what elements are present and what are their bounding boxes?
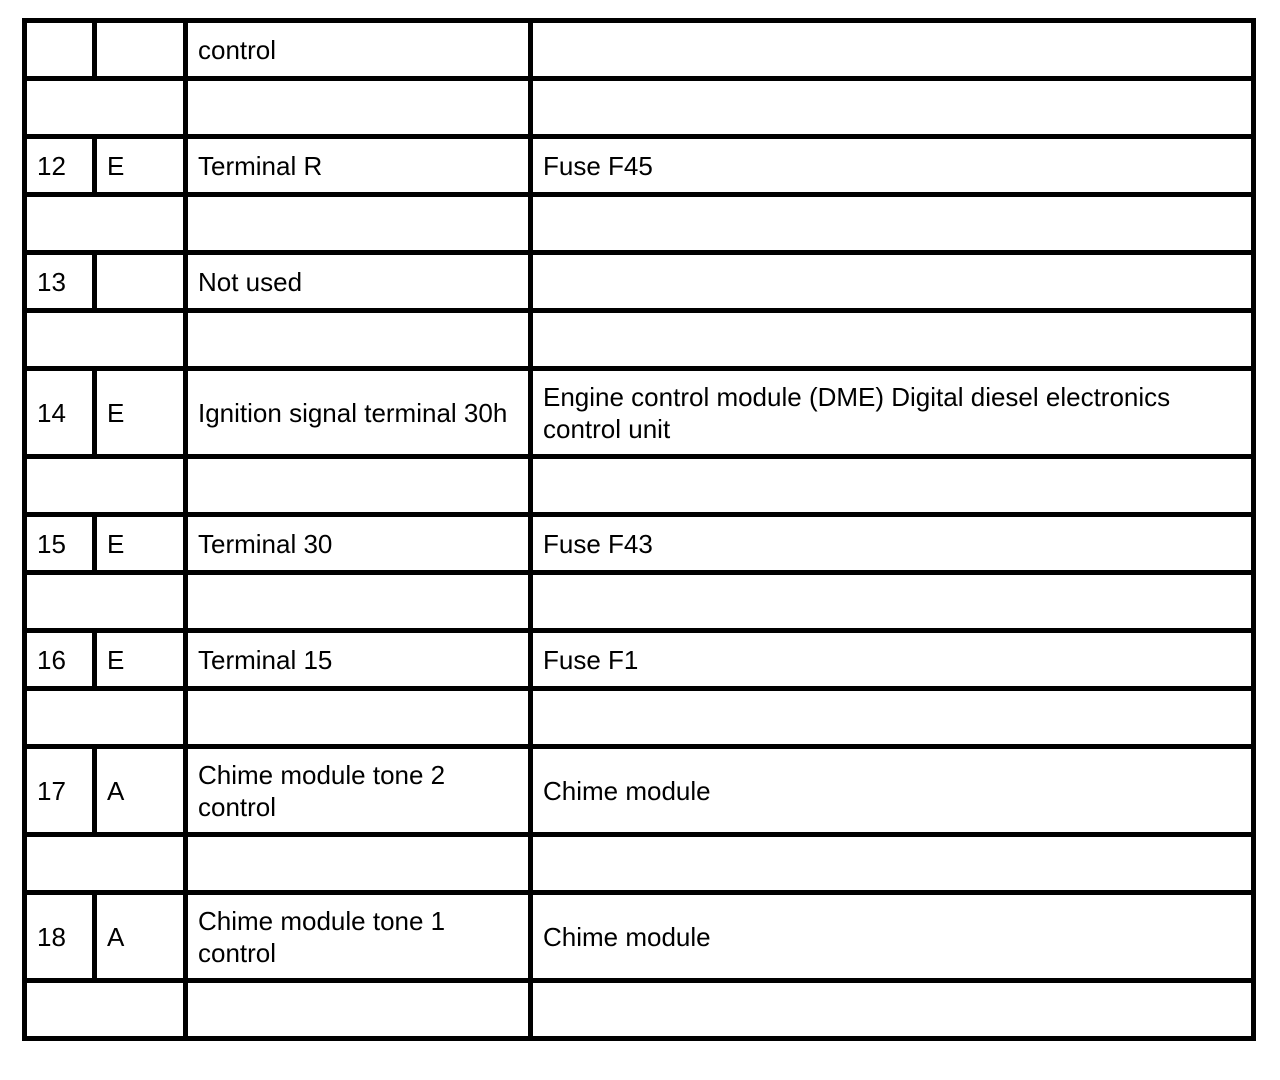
connection-cell: Fuse F1 xyxy=(531,631,1254,689)
function-cell: Terminal R xyxy=(186,137,531,195)
spacer-cell xyxy=(25,195,186,253)
function-cell: Not used xyxy=(186,253,531,311)
spacer-cell xyxy=(25,981,186,1039)
signal-type-cell: E xyxy=(95,369,186,457)
spacer-row xyxy=(25,79,1254,137)
pin-number-cell xyxy=(25,21,95,79)
connection-cell: Engine control module (DME) Digital diesel electronics control unit xyxy=(531,369,1254,457)
signal-type-cell xyxy=(95,253,186,311)
spacer-row xyxy=(25,835,1254,893)
connection-cell: Chime module xyxy=(531,747,1254,835)
spacer-cell xyxy=(186,981,531,1039)
table-row xyxy=(25,515,1254,573)
spacer-cell xyxy=(25,311,186,369)
pin-number-cell: 17 xyxy=(25,747,95,835)
table-row xyxy=(25,369,1254,457)
pin-number-cell: 18 xyxy=(25,893,95,981)
spacer-row xyxy=(25,311,1254,369)
function-cell: Ignition signal terminal 30h xyxy=(186,369,531,457)
pin-number-cell: 14 xyxy=(25,369,95,457)
spacer-cell xyxy=(25,457,186,515)
spacer-cell xyxy=(186,689,531,747)
table-row xyxy=(25,893,1254,981)
table-body xyxy=(25,21,1254,1039)
function-cell: Terminal 15 xyxy=(186,631,531,689)
function-cell: Chime module tone 2 control xyxy=(186,747,531,835)
signal-type-cell: A xyxy=(95,893,186,981)
spacer-cell xyxy=(186,311,531,369)
function-cell: Chime module tone 1 control xyxy=(186,893,531,981)
spacer-cell xyxy=(531,311,1254,369)
table-row xyxy=(25,137,1254,195)
connection-cell xyxy=(531,253,1254,311)
spacer-row xyxy=(25,689,1254,747)
pin-number-cell: 16 xyxy=(25,631,95,689)
table-row xyxy=(25,747,1254,835)
connection-cell: Fuse F43 xyxy=(531,515,1254,573)
signal-type-cell: E xyxy=(95,137,186,195)
connection-cell: Fuse F45 xyxy=(531,137,1254,195)
connection-cell: Chime module xyxy=(531,893,1254,981)
spacer-row xyxy=(25,981,1254,1039)
spacer-cell xyxy=(531,689,1254,747)
pin-number-cell: 15 xyxy=(25,515,95,573)
spacer-row xyxy=(25,195,1254,253)
signal-type-cell: A xyxy=(95,747,186,835)
spacer-cell xyxy=(531,573,1254,631)
spacer-cell xyxy=(25,573,186,631)
table-row xyxy=(25,253,1254,311)
spacer-cell xyxy=(186,835,531,893)
spacer-cell xyxy=(25,689,186,747)
spacer-row xyxy=(25,573,1254,631)
pin-assignment-table xyxy=(22,18,1256,1041)
connection-cell xyxy=(531,21,1254,79)
spacer-cell xyxy=(186,573,531,631)
pin-number-cell: 13 xyxy=(25,253,95,311)
spacer-cell xyxy=(531,835,1254,893)
function-cell: Terminal 30 xyxy=(186,515,531,573)
spacer-cell xyxy=(531,981,1254,1039)
signal-type-cell: E xyxy=(95,631,186,689)
signal-type-cell xyxy=(95,21,186,79)
spacer-cell xyxy=(531,195,1254,253)
spacer-row xyxy=(25,457,1254,515)
pin-number-cell: 12 xyxy=(25,137,95,195)
spacer-cell xyxy=(531,79,1254,137)
spacer-cell xyxy=(186,457,531,515)
spacer-cell xyxy=(25,79,186,137)
spacer-cell xyxy=(531,457,1254,515)
spacer-cell xyxy=(186,195,531,253)
function-cell: control xyxy=(186,21,531,79)
signal-type-cell: E xyxy=(95,515,186,573)
spacer-cell xyxy=(25,835,186,893)
table-row xyxy=(25,21,1254,79)
table-row xyxy=(25,631,1254,689)
spacer-cell xyxy=(186,79,531,137)
